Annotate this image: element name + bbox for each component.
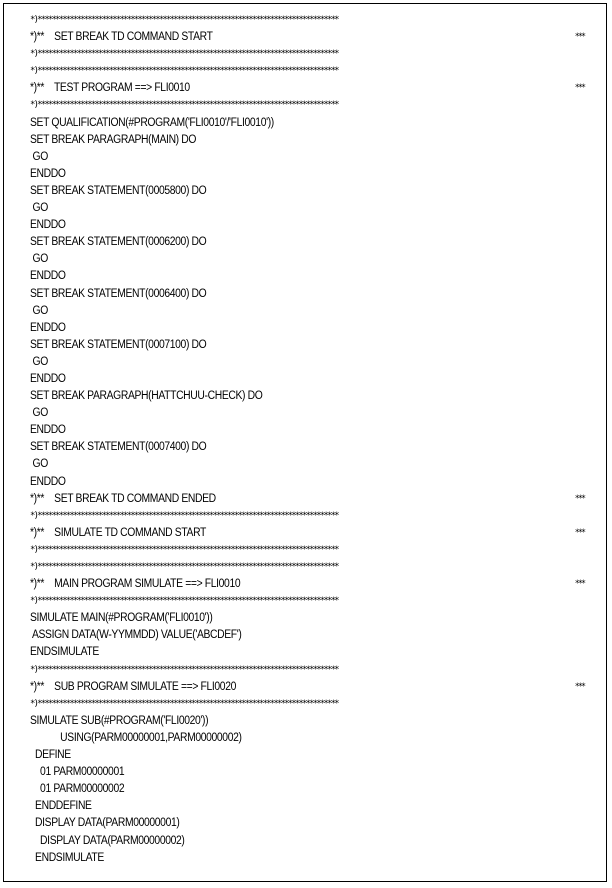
code-line: SET BREAK PARAGRAPH(MAIN) DO: [30, 133, 197, 146]
banner-comment-tail: ***: [574, 527, 585, 538]
separator-line: *)************************************************************************************: [30, 664, 338, 675]
banner-comment-tail: ***: [574, 493, 585, 504]
separator-line: *)************************************************************************************: [30, 698, 338, 709]
code-line: USING(PARM00000001,PARM00000002): [30, 731, 242, 744]
code-line: ENDDO: [30, 167, 66, 180]
code-line: ENDDO: [30, 424, 66, 437]
code-line: DISPLAY DATA(PARM00000001): [30, 817, 180, 830]
separator-line: *)************************************************************************************: [30, 510, 338, 521]
code-line: GO: [30, 304, 48, 317]
code-line: SET BREAK STATEMENT(0005800) DO: [30, 184, 207, 197]
banner-comment-line: [30, 679, 585, 696]
banner-comment-line: [30, 576, 585, 593]
code-line: ENDDO: [30, 321, 66, 334]
document-frame: [3, 3, 607, 882]
code-line: DISPLAY DATA(PARM00000002): [30, 834, 185, 847]
banner-comment-tail: ***: [574, 83, 585, 94]
banner-comment-text: *)** SET BREAK TD COMMAND START: [30, 31, 213, 44]
code-line: GO: [30, 458, 48, 471]
code-line: SET BREAK STATEMENT(0007100) DO: [30, 338, 207, 351]
code-line: ENDDO: [30, 475, 66, 488]
separator-line: *)************************************************************************************: [30, 596, 338, 607]
separator-line: *)************************************************************************************: [30, 562, 338, 572]
banner-comment-text: *)** MAIN PROGRAM SIMULATE ==> FLI0010: [30, 578, 241, 591]
separator-line: *)************************************************************************************: [30, 66, 338, 77]
banner-comment-line: [30, 491, 585, 508]
banner-comment-line: [30, 525, 585, 542]
code-line: GO: [30, 355, 48, 368]
code-line: SET BREAK PARAGRAPH(HATTCHUU-CHECK) DO: [30, 390, 263, 403]
code-line: GO: [30, 202, 48, 215]
code-line: SET BREAK STATEMENT(0006400) DO: [30, 287, 207, 300]
code-line: SET BREAK STATEMENT(0007400) DO: [30, 441, 207, 454]
code-line: DEFINE: [30, 749, 71, 762]
separator-line: *)************************************************************************************: [30, 49, 338, 60]
code-listing: [30, 12, 590, 867]
code-line: SET QUALIFICATION(#PROGRAM('FLI0010'/'FLI0010')): [30, 116, 274, 129]
banner-comment-tail: ***: [574, 681, 585, 692]
banner-comment-tail: ***: [574, 32, 585, 43]
code-line: SIMULATE MAIN(#PROGRAM('FLI0010')): [30, 612, 213, 625]
code-line: GO: [30, 150, 48, 163]
separator-line: *)************************************************************************************: [30, 15, 338, 25]
code-line: GO: [30, 253, 48, 266]
code-line: SET BREAK STATEMENT(0006200) DO: [30, 236, 207, 249]
code-line: ENDSIMULATE: [30, 646, 99, 659]
code-line: ENDSIMULATE: [30, 851, 104, 864]
separator-line: *)************************************************************************************: [30, 100, 338, 111]
code-line: 01 PARM00000001: [30, 766, 125, 779]
code-line: ENDDEFINE: [30, 800, 92, 813]
code-line: ENDDO: [30, 372, 66, 385]
banner-comment-line: [30, 80, 585, 97]
code-line: GO: [30, 407, 48, 420]
separator-line: *)************************************************************************************: [30, 544, 338, 555]
banner-comment-tail: ***: [574, 579, 585, 590]
banner-comment-text: *)** TEST PROGRAM ==> FLI0010: [30, 82, 190, 95]
code-line: SIMULATE SUB(#PROGRAM('FLI0020')): [30, 714, 209, 727]
code-line: ENDDO: [30, 270, 66, 283]
banner-comment-line: [30, 29, 585, 46]
banner-comment-text: *)** SET BREAK TD COMMAND ENDED: [30, 492, 216, 505]
code-line: ASSIGN DATA(W-YYMMDD) VALUE('ABCDEF'): [30, 629, 242, 642]
banner-comment-text: *)** SUB PROGRAM SIMULATE ==> FLI0020: [30, 680, 237, 693]
code-line: ENDDO: [30, 219, 66, 232]
code-line: 01 PARM00000002: [30, 783, 125, 796]
banner-comment-text: *)** SIMULATE TD COMMAND START: [30, 526, 206, 539]
